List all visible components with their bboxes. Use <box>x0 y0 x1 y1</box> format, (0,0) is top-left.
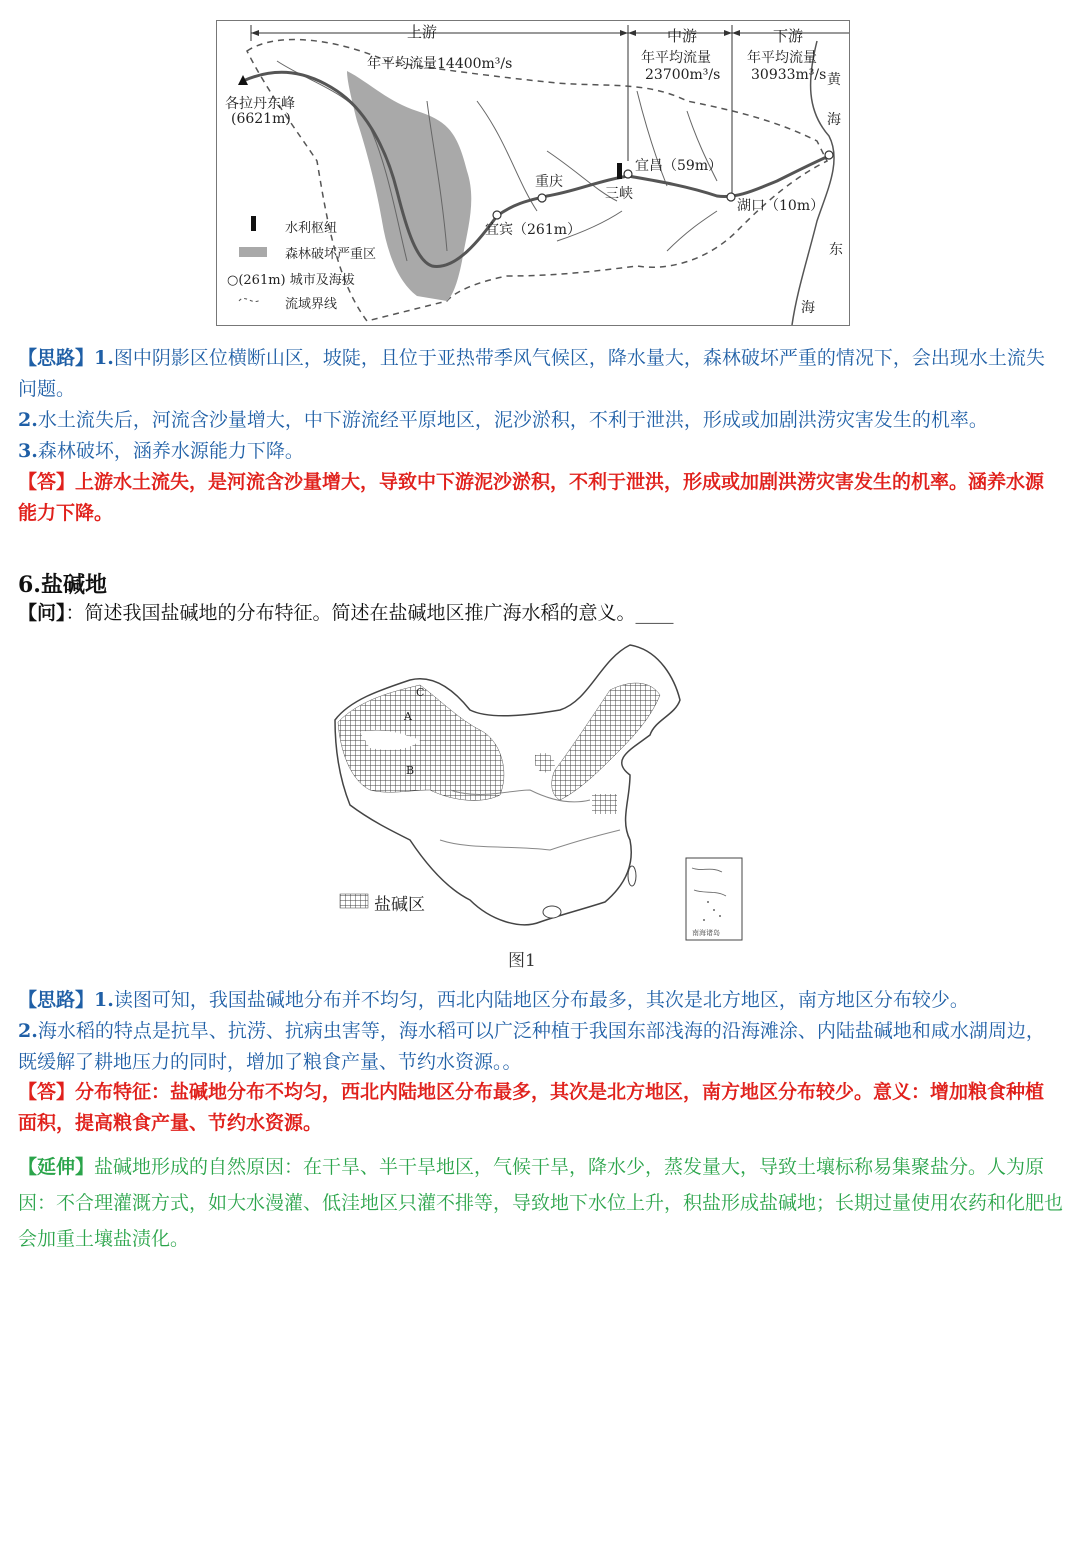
reasoning-text: 读图可知，我国盐碱地分布并不均匀，西北内陆地区分布最多，其次是北方地区，南方地区分布较少。 <box>113 989 969 1011</box>
peak-name: 各拉丹东峰 <box>225 96 295 112</box>
yellow-sea-label-2: 海 <box>827 112 841 128</box>
extension-tag: 【延伸】 <box>18 1156 95 1178</box>
reasoning-tag: 【思路】 <box>18 347 95 369</box>
legend-city: ○(261m) 城市及海拔 <box>227 273 355 288</box>
extension-paragraph <box>18 1149 1063 1257</box>
yellow-sea-label-1: 黄 <box>827 72 841 88</box>
lower-segment-label: 下游 <box>773 27 804 45</box>
label-a: A <box>404 710 412 723</box>
label-c: C <box>416 686 425 699</box>
city-sanxia: 三峡 <box>605 186 633 202</box>
reasoning-paragraph-1 <box>18 343 1063 405</box>
yangtze-map <box>216 20 850 326</box>
peak-elevation: (6621m) <box>231 111 291 127</box>
reasoning-num: 3. <box>18 440 38 462</box>
middle-segment-label: 中游 <box>667 27 698 45</box>
reasoning-text: 森林破坏，涵养水源能力下降。 <box>37 440 304 462</box>
answer-paragraph <box>18 1077 1063 1139</box>
reasoning-num: 1. <box>94 989 114 1011</box>
question-line <box>18 598 674 625</box>
legend-dam: 水利枢纽 <box>285 221 338 236</box>
saline-legend-label: 盐碱区 <box>374 895 425 915</box>
legend-forest: 森林破坏严重区 <box>285 247 377 262</box>
question-tag: 【问】 <box>18 602 66 624</box>
upper-segment-label: 上游 <box>407 23 438 41</box>
upper-flow: 年平均流量14400m³/s <box>367 56 513 72</box>
reasoning-num: 1. <box>94 347 114 369</box>
lower-flow-value: 30933m³/s <box>751 67 827 83</box>
east-sea-label-1: 东 <box>829 242 843 258</box>
reasoning-num: 2. <box>18 409 38 431</box>
reasoning-paragraph-2 <box>18 1016 1063 1078</box>
extension-text: 盐碱地形成的自然原因：在干旱、半干旱地区，气候干旱，降水少，蒸发量大，导致土壤标称易集聚盐分。人为原因：不合理灌溉方式，如大水漫灌、低洼地区只灌不排等，导致地下水位上升，积盐形成盐碱地；长期过量使用农药和化肥也会加重土壤盐渍化。 <box>18 1156 1064 1250</box>
middle-flow-label: 年平均流量 <box>641 50 711 66</box>
city-yichang: 宜昌（59m） <box>635 158 723 174</box>
reasoning-paragraph-2 <box>18 405 1063 436</box>
answer-paragraph <box>18 467 1063 529</box>
reasoning-paragraph-1 <box>18 985 1063 1016</box>
reasoning-text: 图中阴影区位横断山区，坡陡，且位于亚热带季风气候区，降水量大，森林破坏严重的情况下，会出现水土流失问题。 <box>18 347 1045 400</box>
china-saline-map <box>330 640 750 945</box>
reasoning-text: 水土流失后，河流含沙量增大，中下游流经平原地区，泥沙淤积，不利于泄洪，形成或加剧洪涝灾害发生的机率。 <box>37 409 988 431</box>
figure-caption: 图1 <box>508 951 536 971</box>
lower-flow-label: 年平均流量 <box>747 50 817 66</box>
inset-label: 南海诸岛 <box>692 929 720 937</box>
question-text: ：简述我国盐碱地的分布特征。简述在盐碱地区推广海水稻的意义。____ <box>65 602 674 624</box>
city-chongqing: 重庆 <box>535 174 563 190</box>
reasoning-paragraph-3 <box>18 436 1063 467</box>
answer-tag: 【答】 <box>18 471 76 493</box>
city-hukou: 湖口（10m） <box>737 198 825 214</box>
middle-flow-value: 23700m³/s <box>645 67 721 83</box>
answer-text: 分布特征：盐碱地分布不均匀，西北内陆地区分布最多，其次是北方地区，南方地区分布较少。意义：增加粮食种植面积，提高粮食产量、节约水资源。 <box>18 1081 1045 1134</box>
label-b: B <box>406 764 415 777</box>
answer-text: 上游水土流失，是河流含沙量增大，导致中下游泥沙淤积，不利于泄洪，形成或加剧洪涝灾害发生的机率。涵养水源能力下降。 <box>18 471 1045 524</box>
reasoning-text: 海水稻的特点是抗旱、抗涝、抗病虫害等，海水稻可以广泛种植于我国东部浅海的沿海滩涂、内陆盐碱地和咸水湖周边，既缓解了耕地压力的同时，增加了粮食产量、节约水资源。。 <box>18 1020 1045 1073</box>
city-yibin: 宜宾（261m） <box>485 222 581 238</box>
legend-boundary: 流域界线 <box>285 297 338 312</box>
section-title: 6.盐碱地 <box>18 572 107 598</box>
answer-tag: 【答】 <box>18 1081 76 1103</box>
reasoning-tag: 【思路】 <box>18 989 95 1011</box>
east-sea-label-2: 海 <box>801 300 815 316</box>
reasoning-num: 2. <box>18 1020 38 1042</box>
